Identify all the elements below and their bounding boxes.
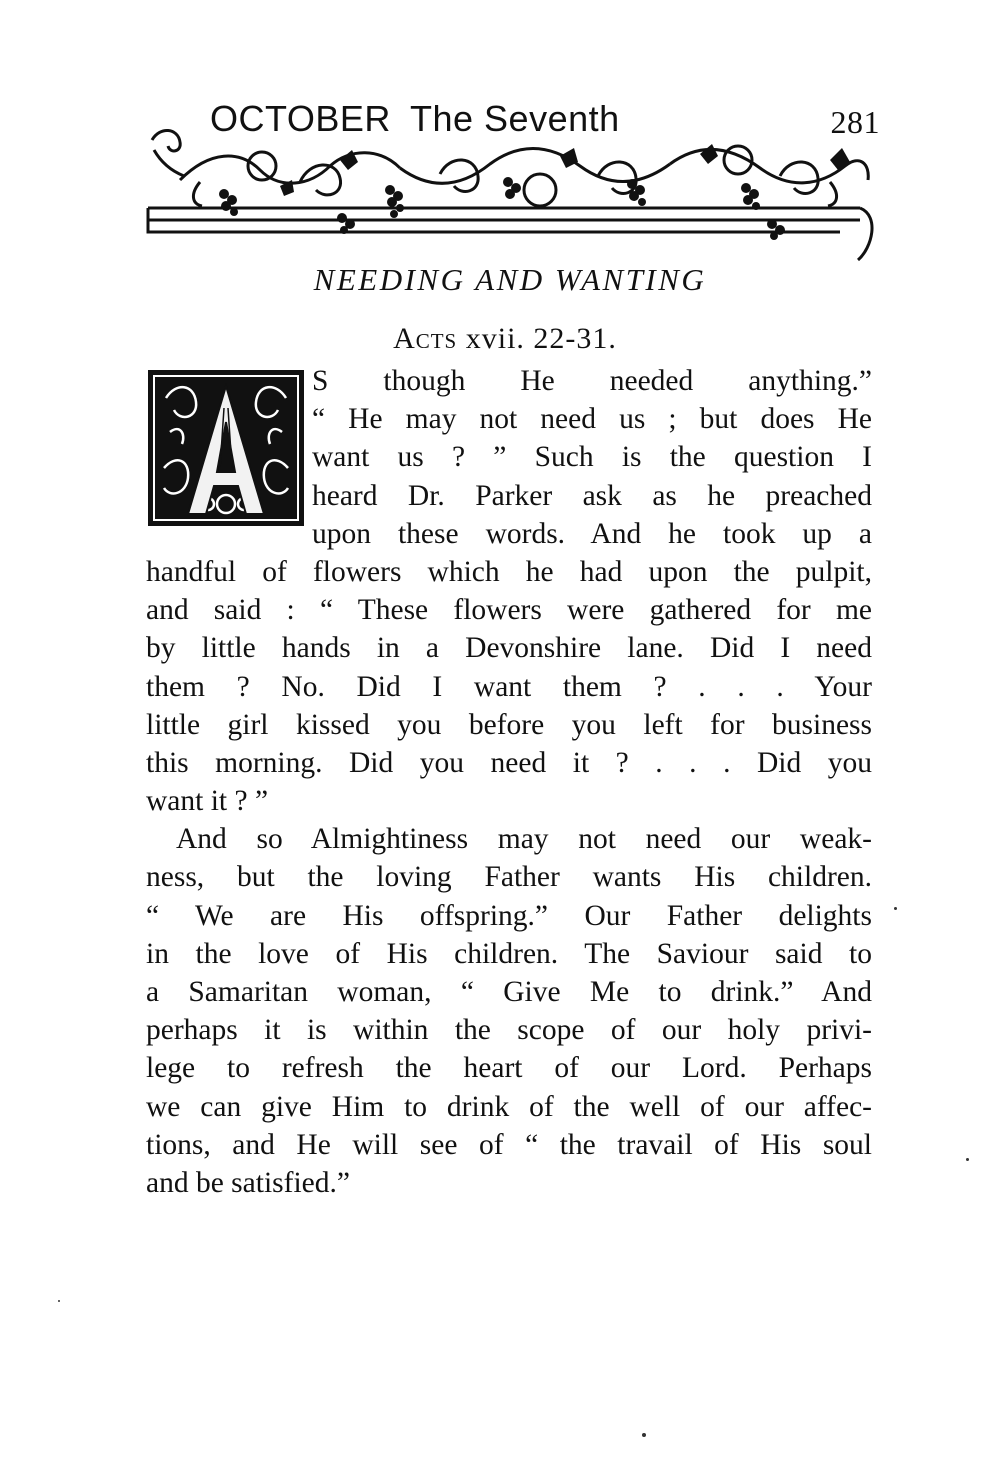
text-line: handful of flowers which he had upon the pulpit, xyxy=(146,555,872,588)
text-line: we can give Him to drink of the well of our affec- xyxy=(146,1090,872,1123)
paper-speck xyxy=(894,907,897,910)
paper-speck xyxy=(966,1158,969,1161)
text-line: And so Almightiness may not need our weak- xyxy=(176,823,872,856)
text-line: by little hands in a Devonshire lane. Did I need xyxy=(146,632,872,665)
text-line: want it ? ” xyxy=(146,785,269,818)
text-line: ness, but the loving Father wants His children. xyxy=(146,861,872,894)
text-line: upon these words. And he took up a xyxy=(312,517,872,550)
text-line: them ? No. Did I want them ? . . . Your xyxy=(146,670,872,703)
paragraph-1 xyxy=(146,362,872,820)
text-line: tions, and He will see of “ the travail of His soul xyxy=(146,1128,872,1161)
text-line: in the love of His children. The Saviour said to xyxy=(146,937,872,970)
text-line: perhaps it is within the scope of our holy privi- xyxy=(146,1014,872,1047)
paper-speck xyxy=(58,1300,60,1302)
reference-verses: xvii. 22-31. xyxy=(465,322,617,355)
page-number: 281 xyxy=(830,104,880,140)
paper-speck xyxy=(642,1433,646,1437)
chapter-title: NEEDING AND WANTING xyxy=(313,262,707,297)
text-line: lege to refresh the heart of our Lord. Perhaps xyxy=(146,1052,872,1085)
scripture-reference xyxy=(0,322,1000,356)
text-line: “ We are His offspring.” Our Father delights xyxy=(146,899,872,932)
text-line: and be satisfied.” xyxy=(146,1166,350,1199)
text-line: this morning. Did you need it ? . . . Did you xyxy=(146,746,872,779)
text-line: want us ? ” Such is the question I xyxy=(312,441,872,474)
body-text xyxy=(146,362,872,1202)
header-month: OCTOBER xyxy=(210,98,391,139)
paragraph-2 xyxy=(146,820,872,1202)
text-line: a Samaritan woman, “ Give Me to drink.” And xyxy=(146,976,872,1008)
text-line: heard Dr. Parker ask as he preached xyxy=(312,479,872,512)
vine-border-ornament xyxy=(140,120,880,270)
text-line: S though He needed anything.” xyxy=(312,365,872,397)
header-day: The Seventh xyxy=(410,98,620,139)
reference-book: Acts xyxy=(393,322,458,355)
text-line: little girl kissed you before you left for business xyxy=(146,708,872,741)
text-line: and said : “ These flowers were gathered for me xyxy=(146,594,872,627)
text-line: “ He may not need us ; but does He xyxy=(312,403,872,436)
